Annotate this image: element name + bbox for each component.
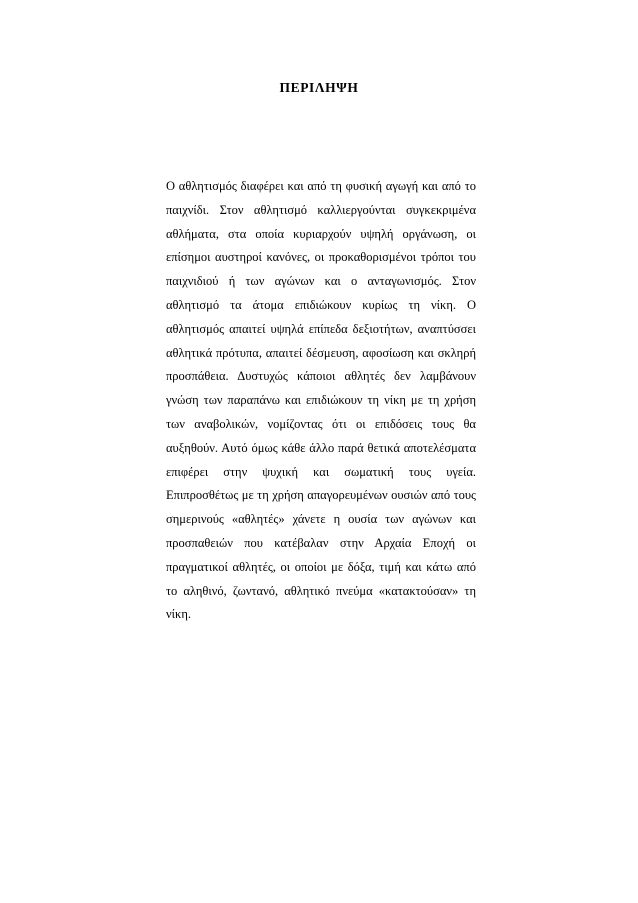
page-title: ΠΕΡΙΛΗΨΗ (279, 80, 359, 95)
abstract-paragraph: Ο αθλητισμός διαφέρει και από τη φυσική αγωγή και από το παιχνίδι. Στον αθλητισμό καλλιεργούνται συγκεκριμένα αθλήματα, στα οποία κυριαρχούν υψηλή οργάνωση, οι επίσημοι αυστηροί κανόνες, οι προκαθορισμένοι τρόποι του παιχνιδιού ή των αγώνων και ο ανταγωνισμός. Στον αθλητισμό τα άτομα επιδιώκουν κυρίως τη νίκη. Ο αθλητισμός απαιτεί υψηλά επίπεδα δεξιοτήτων, αναπτύσσει αθλητικά πρότυπα, απαιτεί δέσμευση, αφοσίωση και σκληρή προσπάθεια. Δυστυχώς κάποιοι αθλητές δεν λαμβάνουν γνώση των παραπάνω και επιδιώκουν τη νίκη με τη χρήση των αναβολικών, νομίζοντας ότι οι επιδόσεις τους θα αυξηθούν. Αυτό όμως κάθε άλλο παρά θετικά αποτελέσματα επιφέρει στην ψυχική και σωματική τους υγεία. Επιπροσθέτως με τη χρήση απαγορευμένων ουσιών από τους σημερινούς «αθλητές» χάνετε η ουσία των αγώνων και προσπαθειών που κατέβαλαν στην Αρχαία Εποχή οι πραγματικοί αθλητές, οι οποίοι με δόξα, τιμή και κάτω από το αληθινό, ζωντανό, αθλητικό πνεύμα «κατακτούσαν» τη νίκη. (166, 179, 476, 622)
